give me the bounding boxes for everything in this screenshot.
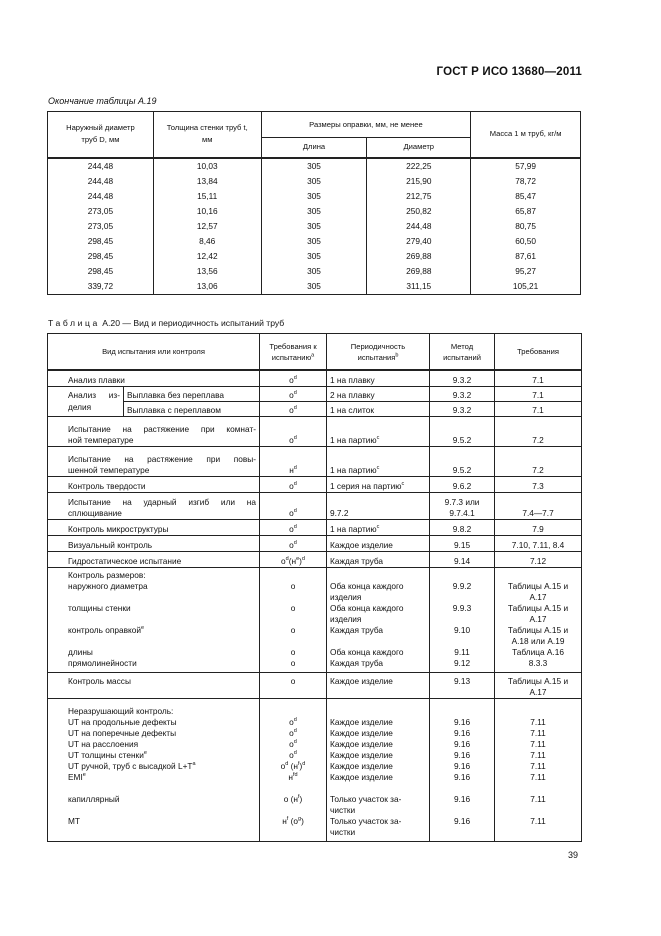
cell-mass: 87,61 bbox=[471, 249, 581, 264]
table-row: Контроль размеров: наружного диаметра толщины стенки контроль оправкой$^e$ длины прямолинейности o o o o o Оба конца каждого изделия Оба конца каждого изделия Каждая труба Оба конца каждого Каждая труба 9.9.2 9.9.3 9.10 9.11 9.12 Таблицы А.15 и А.17 Таблицы А.15 и А.17 Таблицы А.15 и А.18 или А.19 Таблица А.16 8.3.3 bbox=[48, 567, 582, 672]
col-header-test-type: Вид испытания или контроля bbox=[48, 334, 260, 371]
table-a20 bbox=[47, 333, 582, 842]
cell-diameter: 339,72 bbox=[48, 279, 154, 295]
cell-diameter: 298,45 bbox=[48, 249, 154, 264]
cell-diameter: 298,45 bbox=[48, 234, 154, 249]
cell-mandrel-diameter: 212,75 bbox=[367, 189, 471, 204]
cell-wall: 13,06 bbox=[153, 279, 261, 295]
cell-length: 305 bbox=[261, 174, 367, 189]
cell-wall: 13,84 bbox=[153, 174, 261, 189]
table-row bbox=[48, 249, 581, 264]
table-row bbox=[48, 158, 581, 174]
cell-wall: 8,46 bbox=[153, 234, 261, 249]
cell-diameter: 244,48 bbox=[48, 189, 154, 204]
cell-mandrel-diameter: 269,88 bbox=[367, 264, 471, 279]
table-row: Визуальный контроль $o^d$ Каждое изделие 9.15 7.10, 7.11, 8.4 bbox=[48, 535, 582, 551]
col-header-requirement: Требования к испытанию$^а$ bbox=[260, 334, 327, 371]
cell-mass: 57,99 bbox=[471, 158, 581, 174]
table-row: Контроль массы o Каждое изделие 9.13 Таблицы А.15 и А.17 bbox=[48, 672, 582, 698]
col-header-periodicity: Периодичность испытания$^b$ bbox=[327, 334, 430, 371]
table-row bbox=[48, 279, 581, 295]
table-row bbox=[48, 219, 581, 234]
table-row: Контроль микроструктуры $o^d$ 1 на партию$^c$ 9.8.2 7.9 bbox=[48, 519, 582, 535]
document-header: ГОСТ Р ИСО 13680—2011 bbox=[436, 66, 582, 78]
col-header-wall: Толщина стенки труб t, мм bbox=[153, 112, 261, 158]
cell-length: 305 bbox=[261, 219, 367, 234]
cell-length: 305 bbox=[261, 158, 367, 174]
cell-mandrel-diameter: 279,40 bbox=[367, 234, 471, 249]
cell-length: 305 bbox=[261, 234, 367, 249]
table-row: Гидростатическое испытание $o^d(н^e)^d$ Каждая труба 9.14 7.12 bbox=[48, 551, 582, 567]
table-row: Анализ из- делия Выплавка без переплава $o^d$ 2 на плавку 9.3.2 7.1 bbox=[48, 386, 582, 401]
col-header-mandrel-diameter: Диаметр bbox=[367, 138, 471, 158]
table-row bbox=[48, 189, 581, 204]
cell-wall: 13,56 bbox=[153, 264, 261, 279]
cell-mass: 95,27 bbox=[471, 264, 581, 279]
cell-diameter: 298,45 bbox=[48, 264, 154, 279]
cell-mandrel-diameter: 215,90 bbox=[367, 174, 471, 189]
cell-diameter: 244,48 bbox=[48, 158, 154, 174]
cell-length: 305 bbox=[261, 204, 367, 219]
table-a19-caption: Окончание таблицы А.19 bbox=[48, 96, 157, 106]
table-row bbox=[48, 234, 581, 249]
col-header-diameter: Наружный диаметр труб D, мм bbox=[48, 112, 154, 158]
table-row bbox=[48, 204, 581, 219]
cell-diameter: 244,48 bbox=[48, 174, 154, 189]
table-a19 bbox=[47, 111, 581, 295]
cell-mass: 80,75 bbox=[471, 219, 581, 234]
cell-wall: 15,11 bbox=[153, 189, 261, 204]
page-number: 39 bbox=[567, 850, 578, 860]
col-header-length: Длина bbox=[261, 138, 367, 158]
table-row bbox=[48, 264, 581, 279]
table-row bbox=[48, 174, 581, 189]
table-row: Испытание на ударный изгиб или на сплющивание $o^d$ 9.7.2 9.7.3 или 9.7.4.1 7.4—7.7 bbox=[48, 492, 582, 519]
table-row: Выплавка с переплавом $o^d$ 1 на слиток 9.3.2 7.1 bbox=[48, 401, 582, 416]
cell-wall: 12,57 bbox=[153, 219, 261, 234]
cell-mass: 65,87 bbox=[471, 204, 581, 219]
cell-diameter: 273,05 bbox=[48, 219, 154, 234]
table-row: Испытание на растяжение при комнат- ной температуре $o^d$ 1 на партию$^c$ 9.5.2 7.2 bbox=[48, 416, 582, 446]
cell-mandrel-diameter: 244,48 bbox=[367, 219, 471, 234]
cell-mandrel-diameter: 311,15 bbox=[367, 279, 471, 295]
cell-mandrel-diameter: 269,88 bbox=[367, 249, 471, 264]
cell-mass: 60,50 bbox=[471, 234, 581, 249]
cell-mandrel-diameter: 250,82 bbox=[367, 204, 471, 219]
cell-wall: 10,16 bbox=[153, 204, 261, 219]
cell-length: 305 bbox=[261, 279, 367, 295]
cell-length: 305 bbox=[261, 249, 367, 264]
cell-mass: 85,47 bbox=[471, 189, 581, 204]
col-header-method: Метод испытаний bbox=[430, 334, 495, 371]
col-header-requirements: Требования bbox=[495, 334, 582, 371]
cell-mass: 105,21 bbox=[471, 279, 581, 295]
cell-length: 305 bbox=[261, 264, 367, 279]
cell-mass: 78,72 bbox=[471, 174, 581, 189]
cell-length: 305 bbox=[261, 189, 367, 204]
col-header-mandrel: Размеры оправки, мм, не менее bbox=[261, 112, 471, 138]
table-a20-caption: Таблица А.20 — Вид и периодичность испытаний труб bbox=[48, 318, 285, 328]
cell-wall: 10,03 bbox=[153, 158, 261, 174]
cell-mandrel-diameter: 222,25 bbox=[367, 158, 471, 174]
cell-wall: 12,42 bbox=[153, 249, 261, 264]
cell-diameter: 273,05 bbox=[48, 204, 154, 219]
col-header-mass: Масса 1 м труб, кг/м bbox=[471, 112, 581, 158]
table-row: Испытание на растяжение при повы- шенной температуре $н^d$ 1 на партию$^c$ 9.5.2 7.2 bbox=[48, 446, 582, 476]
table-row: Контроль твердости $o^d$ 1 серия на партию$^c$ 9.6.2 7.3 bbox=[48, 476, 582, 492]
table-row: Анализ плавки $o^d$ 1 на плавку 9.3.2 7.1 bbox=[48, 370, 582, 386]
table-row: Неразрушающий контроль: UT на продольные дефекты UT на поперечные дефекты UT на расслоения UT толщины стенки$^e$ UT ручной, труб с высадкой $L+T^a$ EMI$^e$ капиллярный MT $o^d$ $o^d$ $o^d$ $o^d$ $o^d$ $(н^f)^d$ $н^{fd}$ o $(н^f)$ $н^f$ $(o^g)$ Каждое изделие Каждое изделие Каждое изделие Каждое изделие Каждое изделие Каждое изделие Только участок за- чистки Только участок за- чистки 9.16 9.16 9.16 9.16 9.16 9.16 9.16 9.16 7.11 7.11 7.11 7.11 7.11 7.11 7.11 7.11 bbox=[48, 698, 582, 841]
